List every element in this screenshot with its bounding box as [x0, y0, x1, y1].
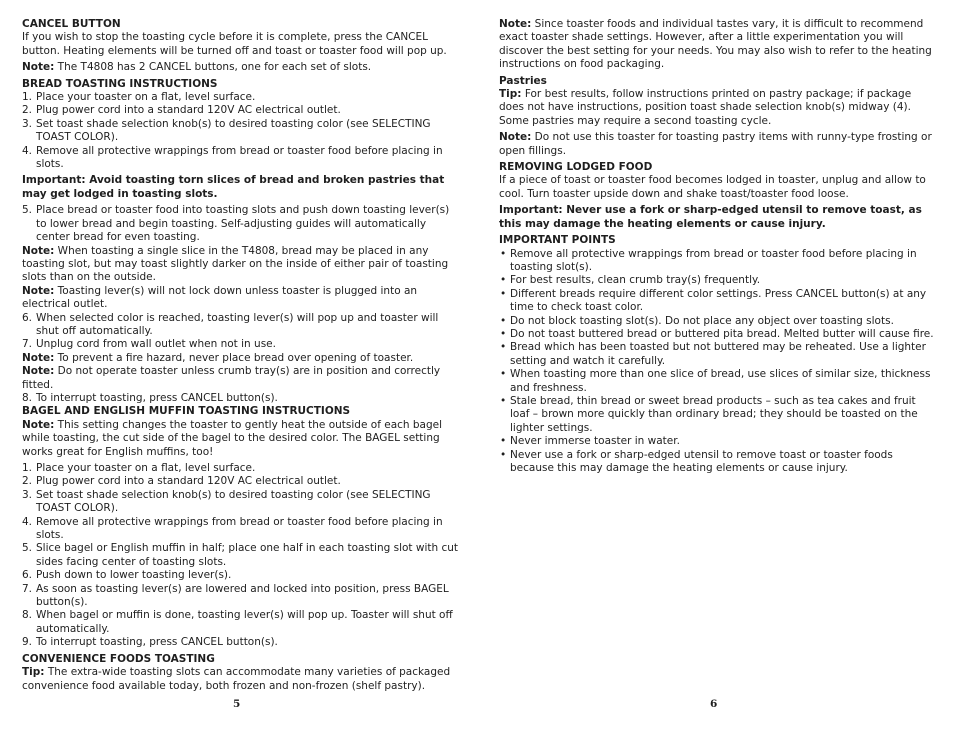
list-item: 5. Slice bagel or English muffin in half; place one half in each toasting slot with cut sides facing center of toasting slots. — [22, 542, 459, 568]
bagel-heading: BAGEL AND ENGLISH MUFFIN TOASTING INSTRUCTIONS — [22, 405, 351, 418]
list-item: • Bread which has been toasted but not buttered may be reheated. Use a lighter setting and watch it carefully. — [500, 341, 926, 367]
list-item: • Stale bread, thin bread or sweet bread products – such as tea cakes and fruit loaf – brown more quickly than ordinary bread; they should be toasted on the lighter settings. — [500, 394, 918, 434]
list-item: 7. Unplug cord from wall outlet when not in use. — [22, 338, 276, 351]
intro-note: Note: Since toaster foods and individual tastes vary, it is difficult to recommend exact toaster shade settings. However, after a little experimentation you will discover the best setting for your needs. You may also wish to refer to the heating instructions on food packaging. — [499, 18, 932, 71]
bread-steps-list — [22, 91, 460, 171]
bread-note-fire-hazard: Note: To prevent a fire hazard, never place bread over opening of toaster. — [22, 351, 414, 364]
bagel-note: Note: This setting changes the toaster to gently heat the outside of each bagel while toasting, the cut side of the bagel to the desired color. The BAGEL setting works great for English muffins, too! — [22, 418, 443, 458]
cancel-note — [22, 61, 460, 74]
list-item: 9. To interrupt toasting, press CANCEL button(s). — [22, 636, 278, 649]
list-item: 6. When selected color is reached, toasting lever(s) will pop up and toaster will shut off automatically. — [22, 311, 439, 337]
list-item: • Never use a fork or sharp-edged utensil to remove toast or toaster foods because this may damage the heating elements or cause injury. — [500, 448, 893, 474]
page-number-right: 6 — [710, 698, 718, 710]
bagel-steps-list — [22, 462, 460, 650]
bread-steps-list-continued — [22, 204, 460, 244]
bread-note-crumb-tray: Note: Do not operate toaster unless crumb tray(s) are in position and correctly fitted. — [22, 365, 441, 391]
list-item: 2. Plug power cord into a standard 120V AC electrical outlet. — [22, 475, 341, 488]
cancel-paragraph: If you wish to stop the toasting cycle before it is complete, press the CANCEL button. Heating elements will be turned off and toast or toaster food will pop up. — [22, 31, 447, 57]
convenience-tip: Tip: The extra-wide toasting slots can accommodate many varieties of packaged convenience food available today, both frozen and non-frozen (shelf pastry). — [22, 666, 451, 692]
list-item: 3. Set toast shade selection knob(s) to desired toasting color (see SELECTING TOAST COLOR). — [22, 117, 431, 144]
important-points-list — [499, 248, 935, 476]
bread-toasting-heading: BREAD TOASTING INSTRUCTIONS — [22, 77, 218, 90]
list-item: 4. Remove all protective wrappings from bread or toaster food before placing in slots. — [22, 515, 443, 542]
page-number-left: 5 — [233, 698, 241, 710]
list-item: • When toasting more than one slice of bread, use slices of similar size, thickness and freshness. — [500, 368, 931, 394]
bread-steps-list-last — [22, 392, 460, 405]
lodged-food-important: Important: Never use a fork or sharp-edged utensil to remove toast, as this may damage the heating elements or cause injury. — [499, 204, 922, 230]
list-item: • Never immerse toaster in water. — [500, 435, 680, 448]
list-item: 3. Set toast shade selection knob(s) to desired toasting color (see SELECTING TOAST COLOR). — [22, 488, 431, 515]
bread-note-lever: Note: Toasting lever(s) will not lock down unless toaster is plugged into an electrical outlet. — [22, 284, 418, 311]
list-item: 6. Push down to lower toasting lever(s). — [22, 569, 232, 582]
convenience-foods-heading: CONVENIENCE FOODS TOASTING — [22, 652, 215, 665]
note-text: The T4808 has 2 CANCEL buttons, one for each set of slots. — [54, 61, 372, 74]
removing-lodged-food-heading: REMOVING LODGED FOOD — [499, 161, 653, 174]
list-item: 8. To interrupt toasting, press CANCEL button(s). — [22, 391, 278, 404]
list-item: 5. Place bread or toaster food into toasting slots and push down toasting lever(s) to lower bread and begin toasting. Self-adjusting guides will automatically center bread for even toasting. — [22, 204, 450, 244]
bread-important-warning: Important: Avoid toasting torn slices of bread and broken pastries that may get lodged in toasting slots. — [22, 174, 445, 200]
list-item: • Remove all protective wrappings from bread or toaster food before placing in toasting slot(s). — [500, 247, 917, 273]
note-label: Note: — [22, 61, 55, 74]
pastries-note: Note: Do not use this toaster for toasting pastry items with runny-type frosting or open fillings. — [499, 131, 932, 157]
list-item: 1. Place your toaster on a flat, level surface. — [22, 91, 256, 104]
list-item: • Do not block toasting slot(s). Do not place any object over toasting slots. — [500, 314, 894, 327]
pastries-heading: Pastries — [499, 74, 547, 87]
left-page — [22, 18, 460, 696]
list-item: 4. Remove all protective wrappings from bread or toaster food before placing in slots. — [22, 144, 443, 171]
pastries-tip: Tip: For best results, follow instructions printed on pastry package; if package does not have instructions, position toast shade selection knob(s) midway (4). Some pastries may require a second toasting cycle. — [499, 88, 912, 127]
list-item: • For best results, clean crumb tray(s) frequently. — [500, 274, 761, 287]
right-page — [499, 18, 935, 475]
list-item: 8. When bagel or muffin is done, toasting lever(s) will pop up. Toaster will shut off automatically. — [22, 609, 453, 635]
list-item: 1. Place your toaster on a flat, level surface. — [22, 462, 256, 474]
important-points-heading: IMPORTANT POINTS — [499, 234, 616, 247]
cancel-button-heading: CANCEL BUTTON — [22, 18, 121, 30]
list-item: • Do not toast buttered bread or buttered pita bread. Melted butter will cause fire. — [500, 327, 934, 340]
list-item: 2. Plug power cord into a standard 120V AC electrical outlet. — [22, 104, 341, 117]
list-item: • Different breads require different color settings. Press CANCEL button(s) at any time to check toast color. — [500, 287, 927, 314]
bread-steps-list-more — [22, 312, 460, 352]
bread-note-single-slice: Note: When toasting a single slice in the T4808, bread may be placed in any toasting slot, but may toast slightly darker on the inside of either pair of toasting slots than on the outside. — [22, 244, 449, 284]
list-item: 7. As soon as toasting lever(s) are lowered and locked into position, press BAGEL button(s). — [22, 582, 449, 609]
lodged-food-paragraph: If a piece of toast or toaster food becomes lodged in toaster, unplug and allow to cool. Turn toaster upside down and shake toast/toaster food loose. — [499, 174, 926, 200]
